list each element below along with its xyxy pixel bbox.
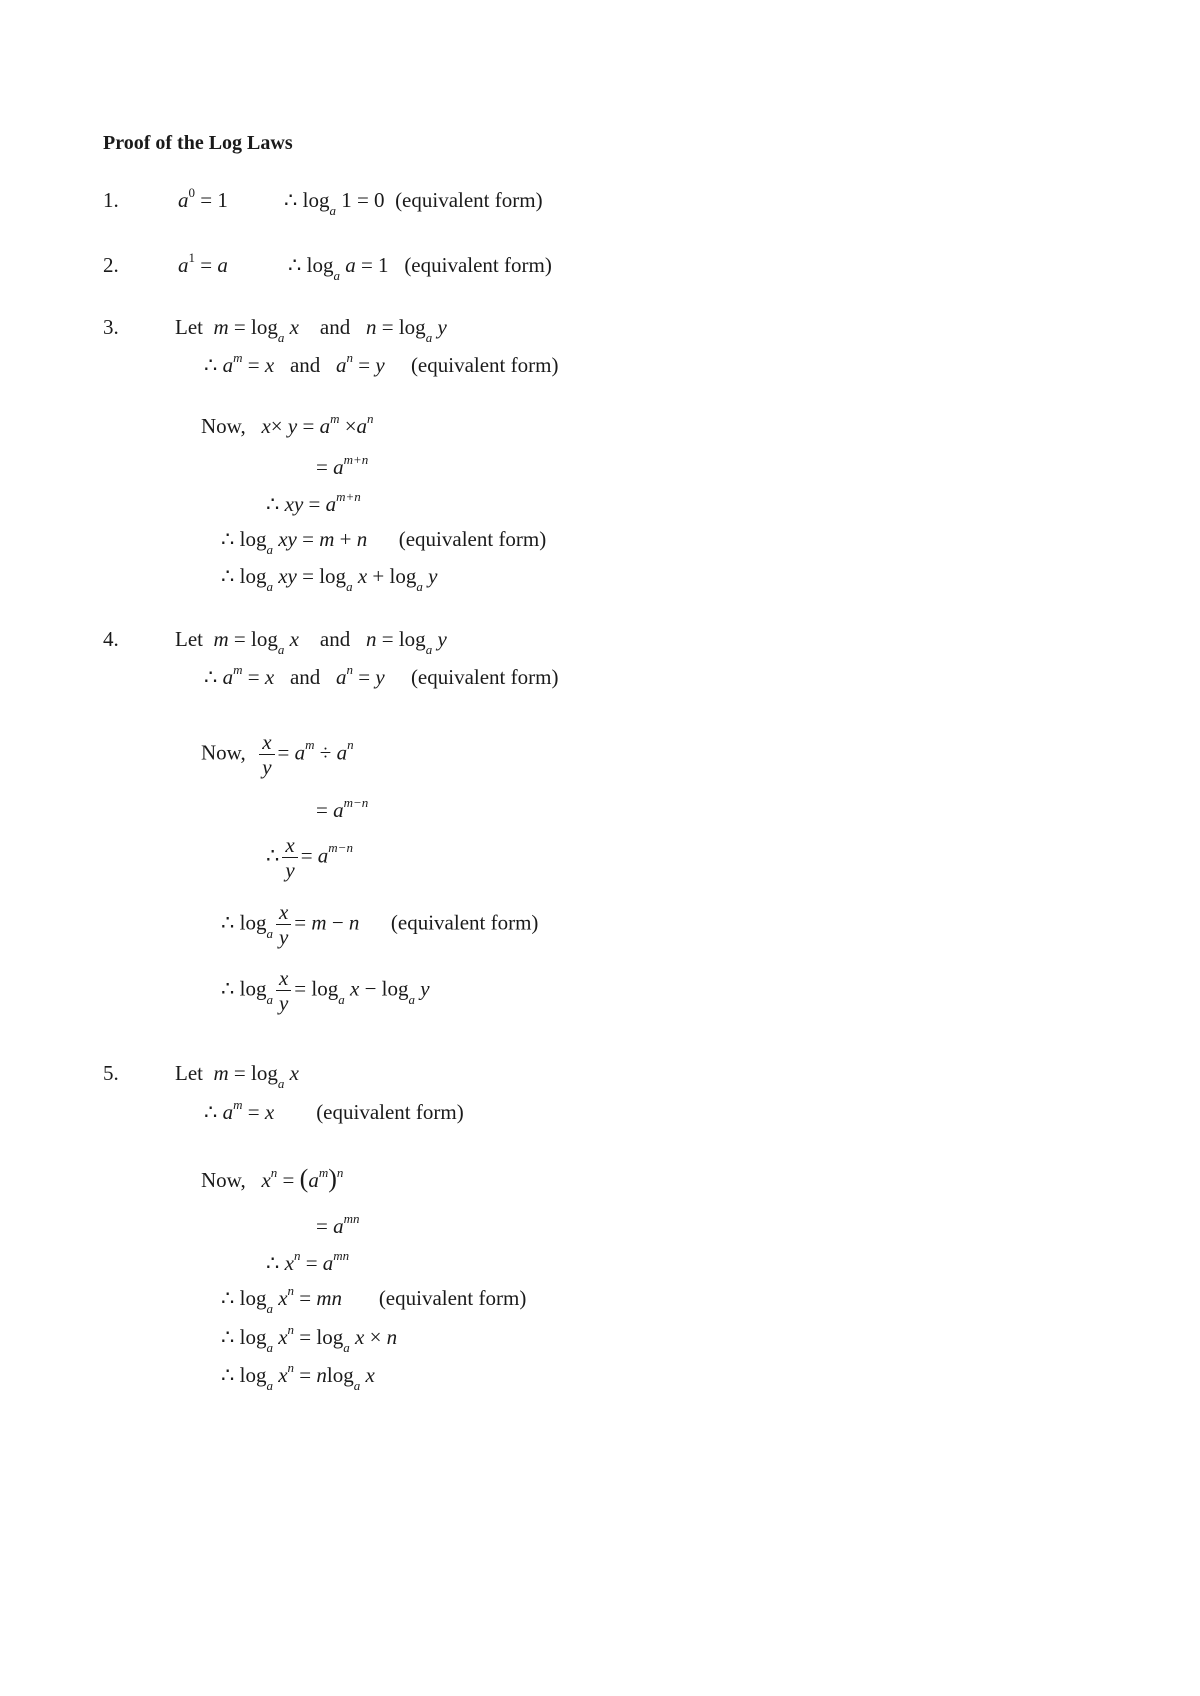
law-3-step-2: = $a^{m+n}$ <box>316 452 369 479</box>
law-5-step-2: = $a^{mn}$ <box>316 1211 360 1238</box>
law-4-result: ∴ $\log_a$ $\frac{x}{y}$ = $\log_a x - \log_a y$ <box>221 966 430 1015</box>
law-5-step-4: ∴ $\log_a x^n$ = mn (equivalent form) <box>221 1283 527 1317</box>
section-5-number: 5. <box>103 1061 119 1085</box>
law-5-equiv: ∴ $a^m = x$ (equivalent form) <box>204 1097 464 1124</box>
law-3-now: Now, $x\times y = a^m \times a^n$ <box>201 411 374 438</box>
law-3-step-3: ∴ xy = $a^{m+n}$ <box>266 489 361 516</box>
law-3-step-4: ∴ $\log_a$ xy = m + n (equivalent form) <box>221 527 547 558</box>
section-1-number: 1. <box>103 188 119 212</box>
law-3-result: ∴ $\log_a$ xy = $\log_a x + \log_a y$ <box>221 564 438 595</box>
section-3-number: 3. <box>103 315 119 339</box>
law-2-equivalent: ∴ $\log_a a = 1$ (equivalent form) <box>288 253 552 284</box>
page-title: Proof of the Log Laws <box>103 132 293 154</box>
section-2-number: 2. <box>103 253 119 277</box>
law-5-step-5: ∴ $\log_a x^n = \log_a x \times n$ <box>221 1322 398 1356</box>
law-4-equiv: ∴ $a^m = x$ and $a^n = y$ (equivalent form) <box>204 662 559 689</box>
law-5-step-3: ∴ $x^n = a^{mn}$ <box>266 1248 350 1275</box>
law-1-statement: $a^0 = 1$ <box>178 185 228 212</box>
law-5-let: Let $m = \log_a x$ <box>175 1061 299 1092</box>
law-4-now: Now, $\frac{x}{y}$ = $a^m \div a^n$ <box>201 730 354 779</box>
law-3-equiv: ∴ $a^m = x$ and $a^n = y$ (equivalent form) <box>204 350 559 377</box>
law-1-equivalent: ∴ $\log_a 1 = 0$ (equivalent form) <box>284 188 543 219</box>
law-4-step-3: ∴ $\frac{x}{y}$ = $a^{m-n}$ <box>266 833 353 882</box>
law-4-let: Let $m = \log_a x$ and $n = \log_a y$ <box>175 627 447 658</box>
law-5-now: Now, $x^n = (a^m)^n$ <box>201 1164 344 1193</box>
law-2-statement: $a^1 = a$ <box>178 250 228 277</box>
section-4-number: 4. <box>103 627 119 651</box>
law-4-step-2: = $a^{m-n}$ <box>316 795 369 822</box>
law-4-step-4: ∴ $\log_a$ $\frac{x}{y}$ = m − n (equivalent form) <box>221 900 539 949</box>
law-5-result: ∴ $\log_a x^n = nlog_a$ x <box>221 1360 375 1394</box>
law-3-let: Let $m = \log_a x$ and $n = \log_a y$ <box>175 315 447 346</box>
